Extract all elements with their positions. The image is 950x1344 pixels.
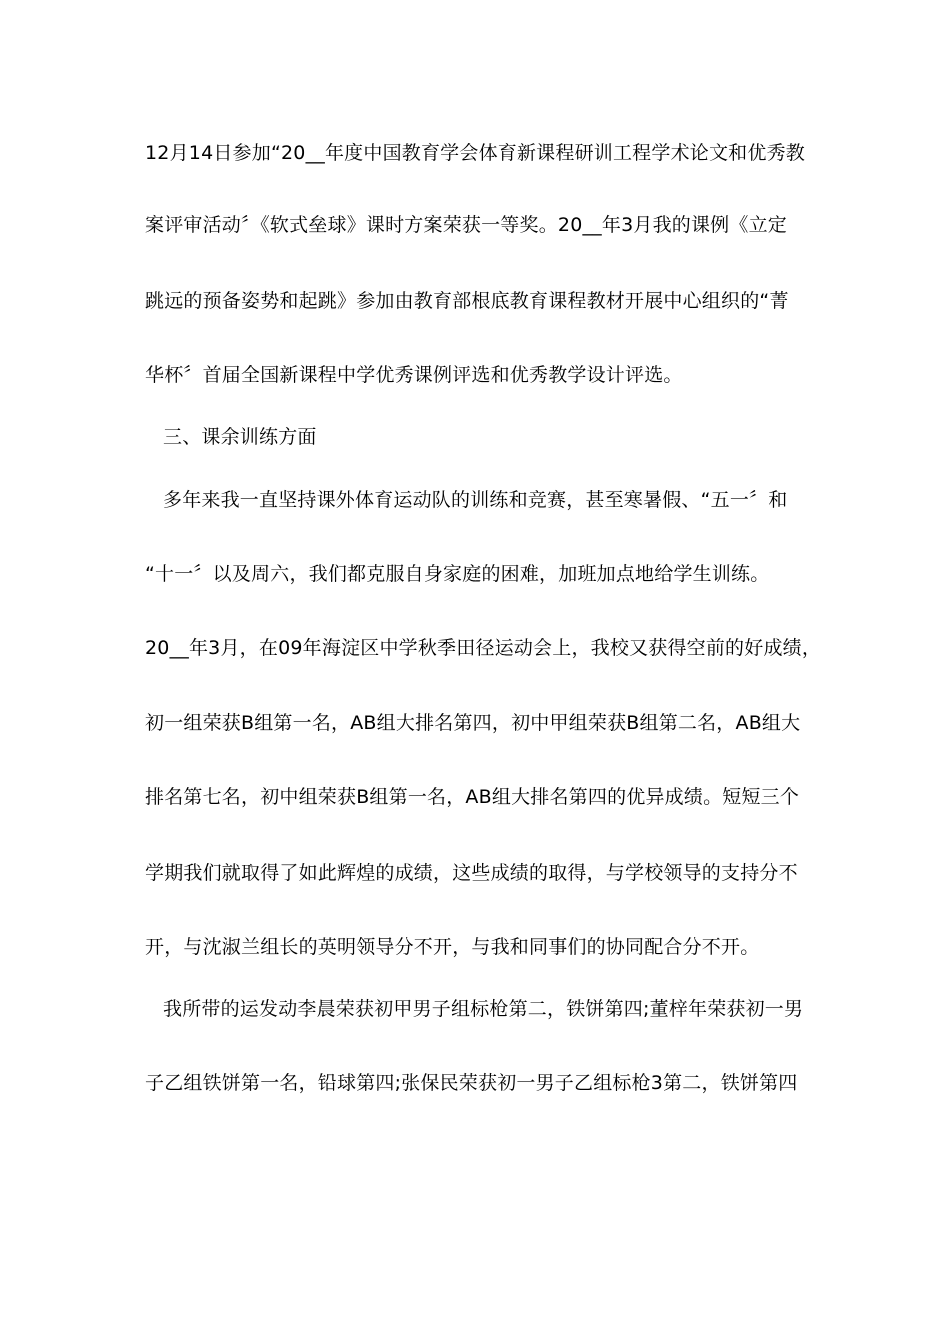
text-line: 排名第七名，初中组荣获B组第一名，AB组大排名第四的优异成绩。短短三个 xyxy=(145,786,800,808)
text-line: 子乙组铁饼第一名，铅球第四;张保民荣获初一男子乙组标枪3第二，铁饼第四 xyxy=(145,1072,798,1094)
section-heading: 三、课余训练方面 xyxy=(163,426,317,448)
text-line: 多年来我一直坚持课外体育运动队的训练和竞赛，甚至寒暑假、“五一〞和 xyxy=(163,489,788,511)
text-line: 开，与沈淑兰组长的英明领导分不开，与我和同事们的协同配合分不开。 xyxy=(145,936,760,958)
text-line: 初一组荣获B组第一名，AB组大排名第四，初中甲组荣获B组第二名，AB组大 xyxy=(145,712,801,734)
text-line: 20__年3月，在09年海淀区中学秋季田径运动会上，我校又获得空前的好成绩， xyxy=(145,637,822,659)
text-line: 我所带的运发动李晨荣获初甲男子组标枪第二，铁饼第四;董梓年荣获初一男 xyxy=(163,998,804,1020)
text-line: 华杯〞首届全国新课程中学优秀课例评选和优秀教学设计评选。 xyxy=(145,364,683,386)
text-line: 12月14日参加“20__年度中国教育学会体育新课程研训工程学术论文和优秀教 xyxy=(145,142,805,164)
text-line: 学期我们就取得了如此辉煌的成绩，这些成绩的取得，与学校领导的支持分不 xyxy=(145,862,798,884)
text-line: 案评审活动〞《软式垒球》课时方案荣获一等奖。20__年3月我的课例《立定 xyxy=(145,214,787,236)
text-line: 跳远的预备姿势和起跳》参加由教育部根底教育课程教材开展中心组织的“菁 xyxy=(145,290,789,312)
text-line: “十一〞以及周六，我们都克服自身家庭的困难，加班加点地给学生训练。 xyxy=(145,563,770,585)
